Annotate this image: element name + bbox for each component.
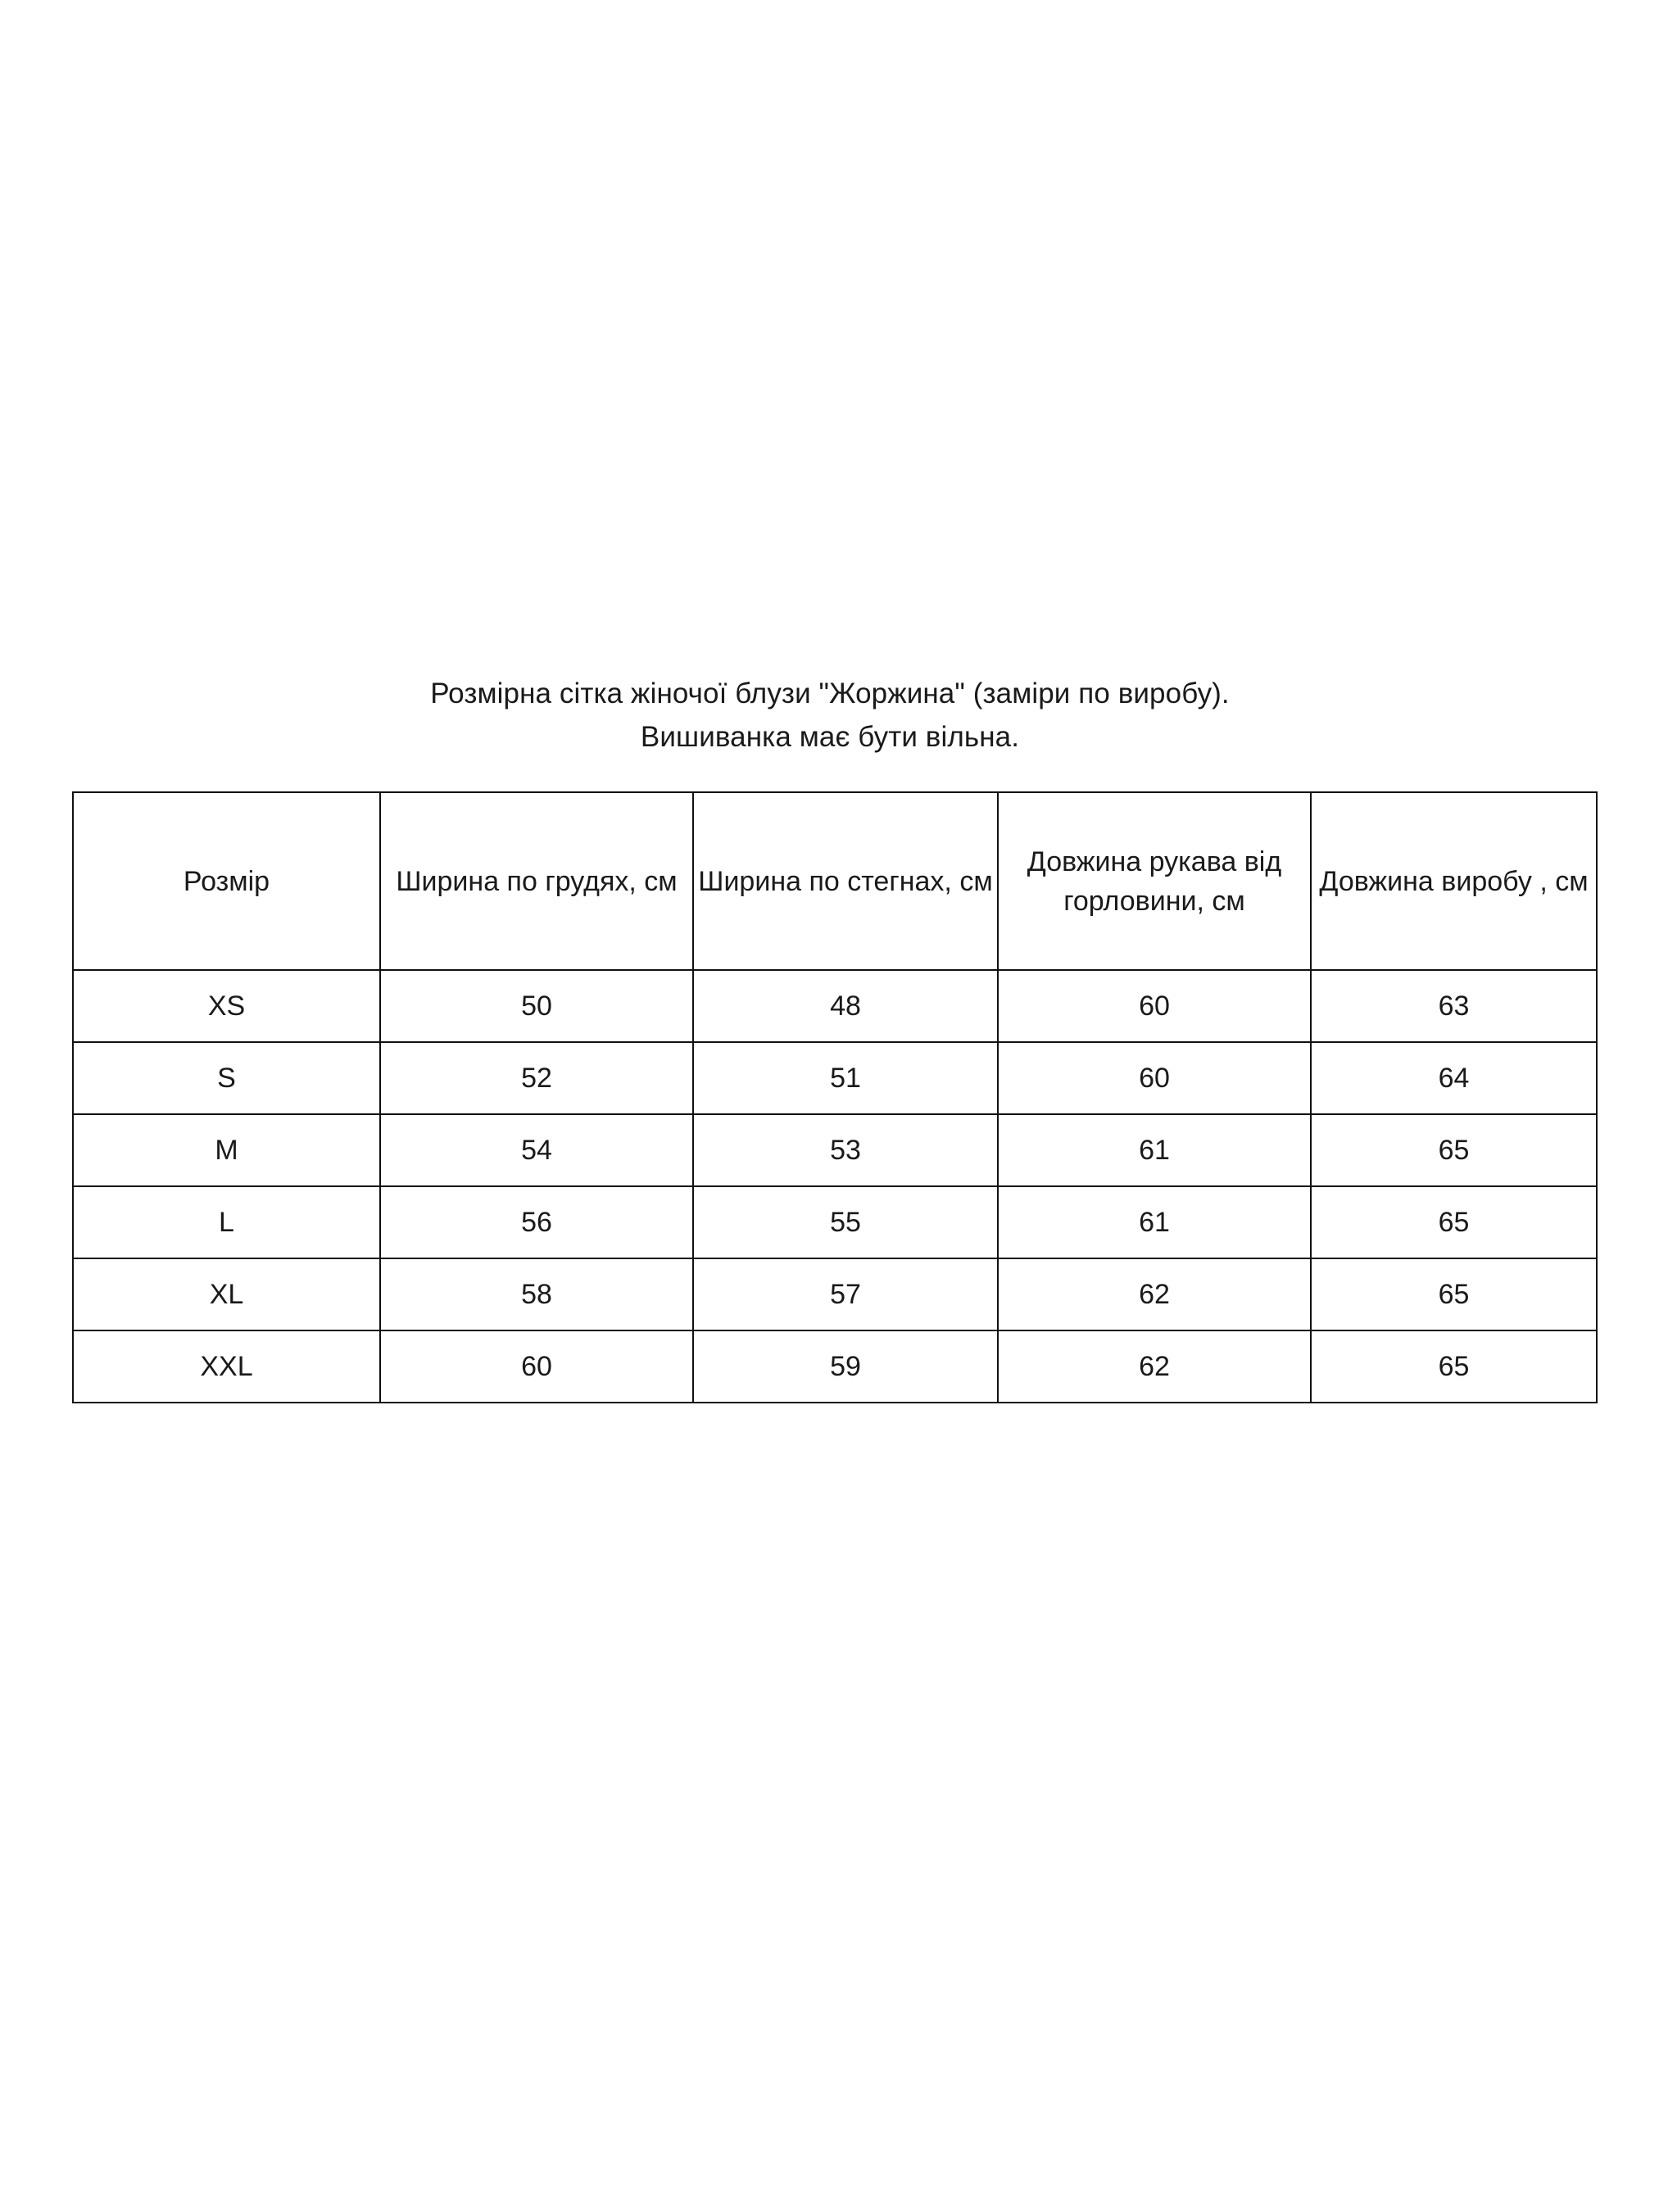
- size-chart-document: [72, 672, 1588, 1403]
- table-row: [73, 1186, 1597, 1258]
- table-row: [73, 1258, 1597, 1330]
- cell-chest-width: 50: [380, 970, 693, 1042]
- column-header-chest-width: Ширина по грудях, см: [380, 792, 693, 970]
- cell-size: L: [73, 1186, 380, 1258]
- table-body: [73, 970, 1597, 1403]
- cell-sleeve-length: 60: [998, 1042, 1311, 1114]
- cell-product-length: 65: [1311, 1258, 1597, 1330]
- table-row: [73, 970, 1597, 1042]
- cell-hip-width: 59: [693, 1330, 998, 1403]
- column-header-size: Розмір: [73, 792, 380, 970]
- cell-hip-width: 57: [693, 1258, 998, 1330]
- cell-product-length: 64: [1311, 1042, 1597, 1114]
- title-line-1: Розмірна сітка жіночої блузи "Жоржина" (заміри по виробу).: [430, 678, 1230, 709]
- cell-size: XS: [73, 970, 380, 1042]
- cell-size: M: [73, 1114, 380, 1186]
- cell-size: XXL: [73, 1330, 380, 1403]
- table-row: [73, 1330, 1597, 1403]
- cell-sleeve-length: 61: [998, 1114, 1311, 1186]
- column-header-hip-width: Ширина по стегнах, см: [693, 792, 998, 970]
- cell-hip-width: 55: [693, 1186, 998, 1258]
- size-table: [72, 791, 1598, 1403]
- cell-sleeve-length: 62: [998, 1330, 1311, 1403]
- cell-sleeve-length: 62: [998, 1258, 1311, 1330]
- cell-product-length: 65: [1311, 1186, 1597, 1258]
- cell-chest-width: 52: [380, 1042, 693, 1114]
- cell-chest-width: 54: [380, 1114, 693, 1186]
- cell-chest-width: 60: [380, 1330, 693, 1403]
- cell-size: XL: [73, 1258, 380, 1330]
- column-header-sleeve-length: Довжина рукава від горловини, см: [998, 792, 1311, 970]
- document-title: [72, 672, 1588, 759]
- cell-size: S: [73, 1042, 380, 1114]
- cell-hip-width: 51: [693, 1042, 998, 1114]
- table-header-row: [73, 792, 1597, 970]
- cell-chest-width: 56: [380, 1186, 693, 1258]
- cell-product-length: 65: [1311, 1330, 1597, 1403]
- title-line-2: Вишиванка має бути вільна.: [640, 721, 1020, 754]
- cell-chest-width: 58: [380, 1258, 693, 1330]
- column-header-product-length: Довжина виробу , см: [1311, 792, 1597, 970]
- cell-hip-width: 48: [693, 970, 998, 1042]
- cell-product-length: 63: [1311, 970, 1597, 1042]
- cell-sleeve-length: 61: [998, 1186, 1311, 1258]
- cell-product-length: 65: [1311, 1114, 1597, 1186]
- table-header: [73, 792, 1597, 970]
- cell-hip-width: 53: [693, 1114, 998, 1186]
- table-row: [73, 1042, 1597, 1114]
- cell-sleeve-length: 60: [998, 970, 1311, 1042]
- table-row: [73, 1114, 1597, 1186]
